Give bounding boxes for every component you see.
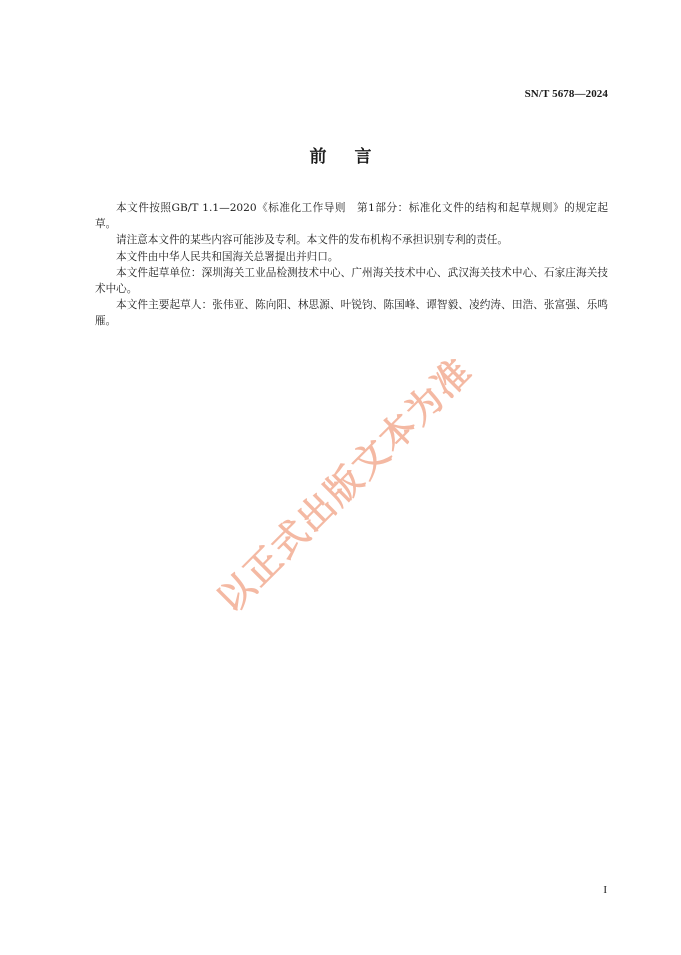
paragraph-drafters: 本文件主要起草人：张伟亚、陈向阳、林思源、叶锐钧、陈国峰、谭智毅、凌约涛、田浩、张富强、乐鸣雁。 [95, 299, 608, 328]
paragraph-drafting-rules: 本文件按照GB/T 1.1—2020《标准化工作导则 第1部分：标准化文件的结构和起草规则》的规定起草。 [95, 202, 608, 231]
paragraph-patent-notice: 请注意本文件的某些内容可能涉及专利。本文件的发布机构不承担识别专利的责任。 [116, 234, 508, 247]
document-code: SN/T 5678—2024 [524, 88, 608, 100]
paragraph-drafting-units: 本文件起草单位：深圳海关工业品检测技术中心、广州海关技术中心、武汉海关技术中心、石家庄海关技术中心。 [95, 266, 608, 296]
page-number: I [603, 884, 607, 896]
watermark: 以正式出版文本为准 [209, 350, 481, 622]
paragraph-proposer: 本文件由中华人民共和国海关总署提出并归口。 [116, 250, 339, 263]
foreword-body [95, 200, 608, 330]
page-title: 前言 [309, 147, 400, 167]
